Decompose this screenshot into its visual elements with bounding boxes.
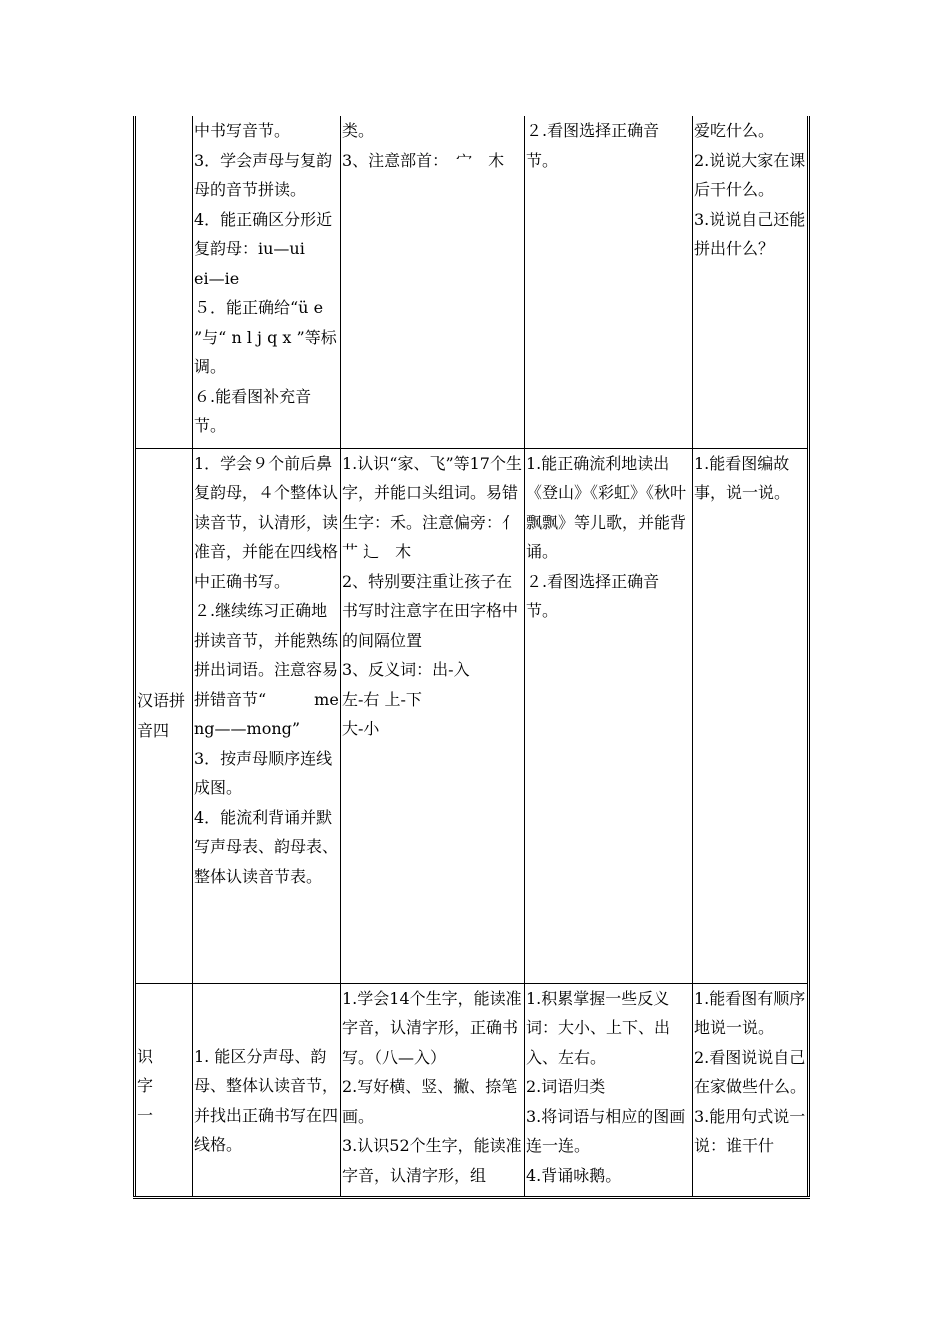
chars-cell: 1.学会14个生字，能读准字音，认清字形，正确书写。（八—入） 2.写好横、竖、撇、捺笔画。 3.认识52个生字，能读准字音，认清字形，组 <box>341 983 525 1197</box>
speaking-cell: 爱吃什么。 2.说说大家在课后干什么。 3.说说自己还能拼出什么？ <box>693 116 809 448</box>
curriculum-table <box>133 116 810 1199</box>
reading-cell: 1.能正确流利地读出《登山》《彩虹》《秋叶飘飘》等儿歌，并能背诵。 ２.看图选择正确音节。 <box>525 448 693 983</box>
unit-cell <box>135 116 193 448</box>
table-row <box>135 448 809 983</box>
speaking-cell: 1.能看图有顺序地说一说。 2.看图说说自己在家做些什么。 3.能用句式说一说：谁干什 <box>693 983 809 1197</box>
chars-cell: 类。 3、注意部首： 宀 木 <box>341 116 525 448</box>
speaking-cell: 1.能看图编故事，说一说。 <box>693 448 809 983</box>
reading-cell: 1.积累掌握一些反义词：大小、上下、出入、左右。 2.词语归类 3.将词语与相应的图画连一连。 4.背诵咏鹅。 <box>525 983 693 1197</box>
table-row <box>135 983 809 1197</box>
goals-cell: 中书写音节。 3．学会声母与复韵母的音节拼读。 4．能正确区分形近复韵母：iu—ui ei—ie ５．能正确给“ü e ”与“ n l j q x ”等标调。 ６.能看图补充音节。 <box>193 116 341 448</box>
goals-cell: 1. 能区分声母、韵母、整体认读音节，并找出正确书写在四线格。 <box>193 983 341 1197</box>
unit-cell: 汉语拼音四 <box>135 448 193 983</box>
unit-cell: 识字一 <box>135 983 193 1197</box>
table-row <box>135 116 809 448</box>
goals-cell: 1．学会９个前后鼻复韵母，４个整体认读音节，认清形，读准音，并能在四线格中正确书写。 ２.继续练习正确地拼读音节，并能熟练拼出词语。注意容易拼错音节“ meng——mong” 3．按声母顺序连线成图。 4．能流利背诵并默写声母表、韵母表、整体认读音节表。 <box>193 448 341 983</box>
reading-cell: ２.看图选择正确音节。 <box>525 116 693 448</box>
chars-cell: 1.认识“家、飞”等17个生字，并能口头组词。易错生字：禾。注意偏旁：亻 艹 辶 木 2、特别要注重让孩子在书写时注意字在田字格中的间隔位置 3、反义词：出-入 左-右 上-下 大-小 <box>341 448 525 983</box>
